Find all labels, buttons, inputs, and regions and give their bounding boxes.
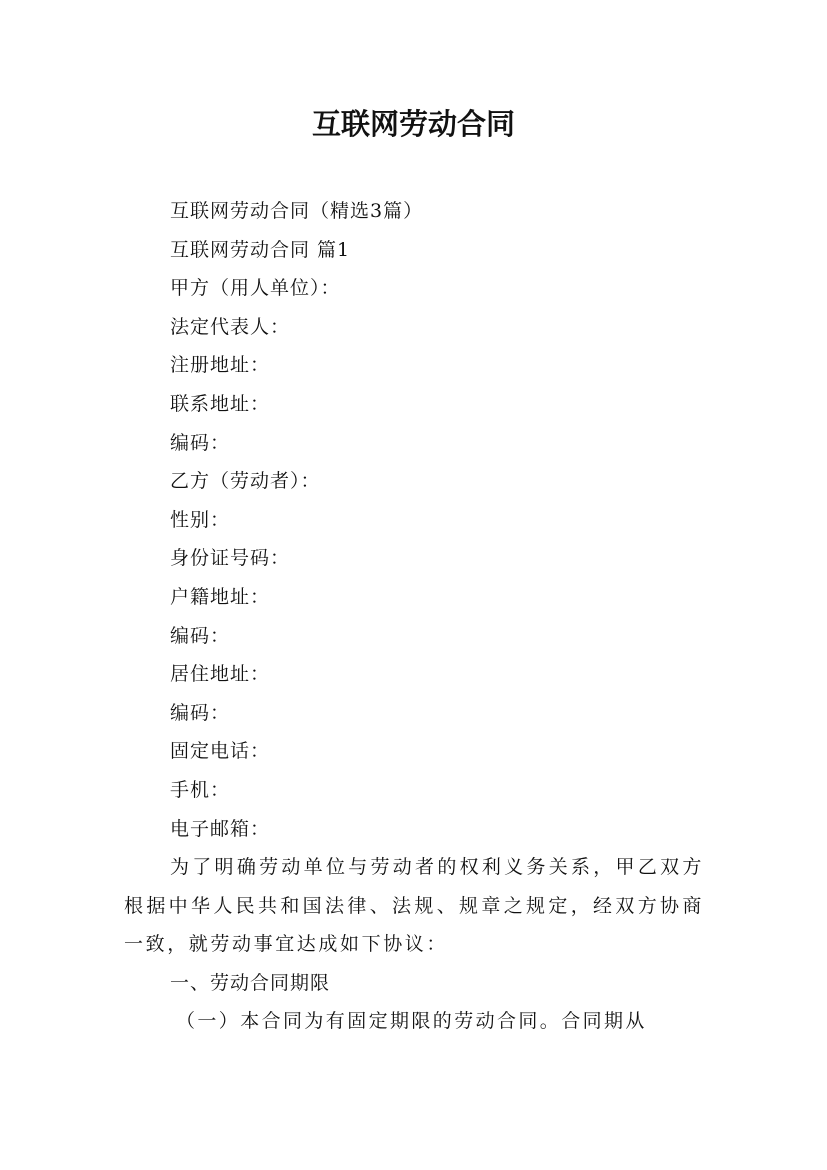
mobile-label: 手机： [170,778,231,801]
registered-address-label: 注册地址： [170,354,271,377]
document-body [124,192,704,1041]
intro-paragraph: 为了明确劳动单位与劳动者的权利义务关系，甲乙双方根据中华人民共和国法律、法规、规章之规定，经双方协商一致，就劳动事宜达成如下协议： [124,856,704,956]
clause-paragraph: （一）本合同为有固定期限的劳动合同。合同期从 [176,1010,647,1033]
landline-label: 固定电话： [170,740,271,763]
household-address-label: 户籍地址： [170,585,271,608]
gender-label: 性别： [170,508,231,531]
email-label: 电子邮箱： [170,817,271,840]
party-a-label: 甲方（用人单位）： [170,277,341,300]
legal-representative-label: 法定代表人： [170,315,291,338]
subtitle-line: 互联网劳动合同（精选3篇） [170,200,424,222]
section-heading: 一、劳动合同期限 [170,971,331,994]
document-title: 互联网劳动合同 [311,107,515,141]
contact-address-label: 联系地址： [170,392,271,415]
party-b-label: 乙方（劳动者）： [170,470,321,493]
section-title-line: 互联网劳动合同 篇1 [170,238,351,261]
postcode-label-a: 编码： [170,431,231,454]
id-number-label: 身份证号码： [170,547,291,570]
postcode-label-c: 编码： [170,701,231,724]
postcode-label-b: 编码： [170,624,231,647]
residence-address-label: 居住地址： [170,663,271,686]
